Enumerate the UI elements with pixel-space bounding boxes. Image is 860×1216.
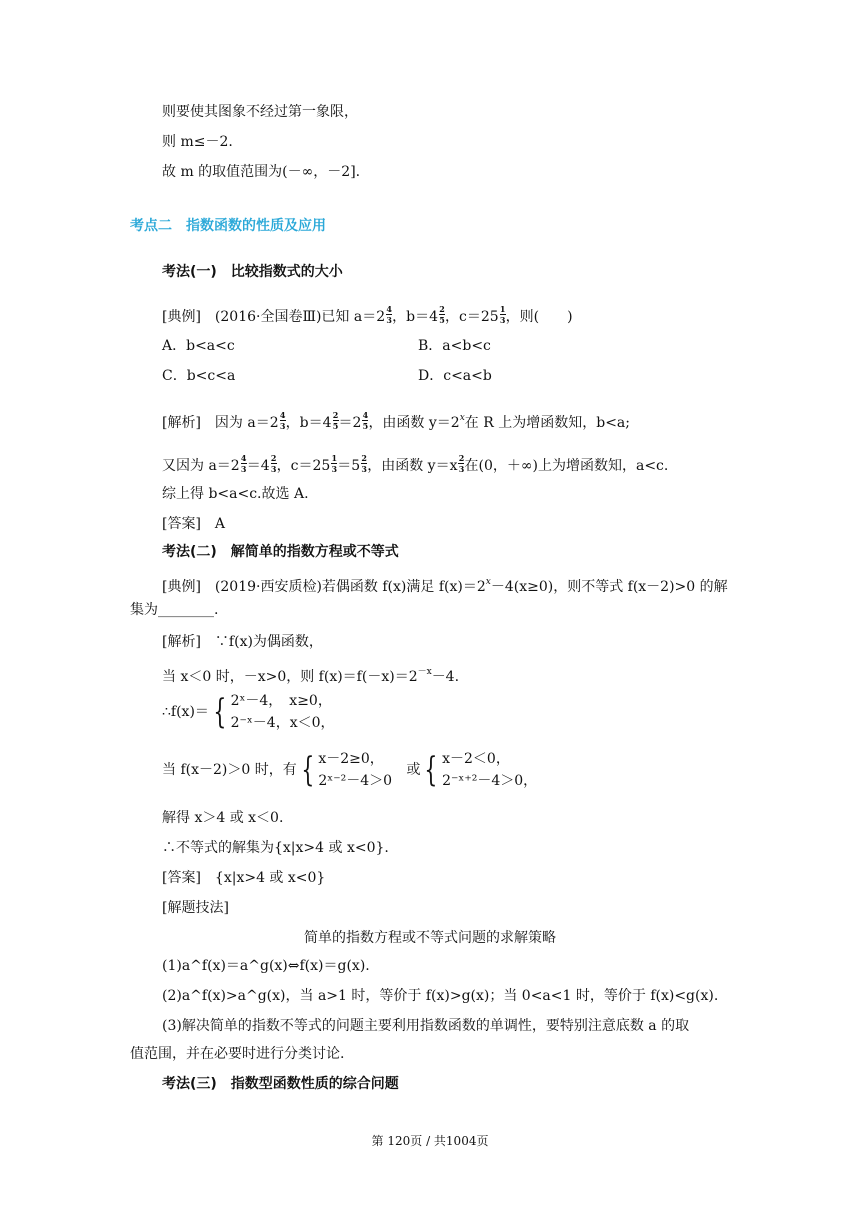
cases (442, 748, 537, 792)
example-line (162, 305, 573, 327)
analysis-line: 当 x＜0 时，－x>0，则 $f(x)=f(-x)=2^{-x}-4$. (162, 667, 460, 685)
option-b: B．a<b<c (418, 338, 491, 354)
analysis-line: [解析] 因为 a＝2 $\frac{4}{3}$ ，b＝4 $\frac{2}{5}$ ＝2 $\frac{4}{5}$ ，由函数 $y=2^x$在 R 上为增函数知，b<a; (162, 410, 630, 431)
fraction-1-3: $\frac{1}{3}$ (331, 453, 338, 474)
fraction-1-3: $\frac{1}{3}$ (499, 304, 506, 325)
page-footer: 第 120页 / 共1004页 (371, 1134, 489, 1148)
analysis-line: ∴不等式的解集为{x|x>4 或 x<0}. (162, 840, 389, 856)
fraction-2-3: $\frac{2}{3}$ (270, 453, 277, 474)
technique-item: (2)a^f(x)>a^g(x)，当 a>1 时，等价于 f(x)>g(x)；当 0<a<1 时，等价于 f(x)<g(x). (162, 988, 719, 1004)
text: ＝5 (337, 458, 361, 474)
analysis-line: [解析] ∵f(x)为偶函数， (162, 634, 323, 650)
text: 又因为 a＝2 (162, 458, 240, 474)
cases (318, 748, 392, 792)
case-line: 2⁻ˣ－4，x＜0， (230, 715, 335, 731)
cases (231, 690, 335, 734)
technique-item: (3)解决简单的指数不等式的问题主要利用指数函数的单调性，要特别注意底数 a 的取 (162, 1018, 690, 1034)
fraction-2-5: $\frac{2}{5}$ (332, 410, 339, 431)
brace-icon: { (301, 750, 315, 790)
text: ∴f(x)＝ (162, 704, 209, 720)
text: －4. (431, 669, 460, 685)
text-line: 则要使其图象不经过第一象限， (162, 104, 358, 120)
option-a: A．b<a<c (162, 338, 235, 354)
text: 在(0，＋∞)上为增函数知，a<c. (464, 458, 669, 474)
technique-title: 简单的指数方程或不等式问题的求解策略 (304, 930, 556, 946)
text-line: 综上得 b<a<c.故选 A. (162, 486, 309, 502)
fraction-4-3: $\frac{4}{3}$ (386, 304, 392, 325)
text: ，b＝4 (285, 415, 332, 431)
text: ，则( ) (505, 309, 573, 325)
brace-icon: { (213, 692, 227, 732)
answer-line: [答案] A (162, 516, 226, 532)
fraction-4-3: $\frac{4}{3}$ (279, 410, 286, 431)
text-line: 故 m 的取值范围为(－∞，－2]. (162, 164, 361, 180)
text: [典例] (2016·全国卷Ⅲ)已知 a＝2 (162, 309, 386, 325)
technique-item: 值范围，并在必要时进行分类讨论. (130, 1046, 345, 1062)
fraction-2-3: $\frac{2}{3}$ (458, 453, 465, 474)
text: －4(x≥0)，则不等式 f(x－2)>0 的解 (490, 579, 728, 595)
technique-item: (1)a^f(x)＝a^g(x)⇔f(x)＝g(x). (162, 958, 370, 974)
analysis-line (162, 454, 668, 476)
case-line: 2ˣ⁻²－4＞0 (318, 773, 393, 789)
case-line: x－2≥0， (318, 751, 384, 767)
method-heading: 考法(三) 指数型函数性质的综合问题 (162, 1076, 399, 1092)
text: ，b＝4 (392, 309, 439, 325)
method-heading: 考法(二) 解简单的指数方程或不等式 (162, 544, 399, 560)
text: 当 f(x－2)＞0 时，有 (162, 762, 297, 778)
text: ＝2 (338, 415, 362, 431)
text: [典例] (2019·西安质检)若偶函数 f(x)满足 f(x)＝2 (162, 579, 486, 595)
case-line: 2ˣ－4， x≥0， (230, 693, 332, 709)
text: ，由函数 y＝x (367, 458, 458, 474)
text: ，由函数 y＝2 (368, 415, 460, 431)
fraction-4-3: $\frac{4}{3}$ (240, 453, 247, 474)
example-line: [典例] (2019·西安质检)若偶函数 f(x)满足 $f(x)=2^x-4(x\ge 0)$，则不等式 f(x－2)>0 的解 (162, 577, 728, 595)
text: ，c＝25 (276, 458, 331, 474)
option-c: C．b<c<a (162, 368, 236, 384)
technique-label: [解题技法] (162, 900, 229, 916)
text: 在 R 上为增函数知，b<a; (464, 415, 630, 431)
fraction-2-5: $\frac{2}{5}$ (439, 304, 445, 325)
fraction-2-3: $\frac{2}{3}$ (361, 453, 367, 474)
text: 当 x＜0 时，－x>0，则 f(x)＝f(－x)＝2 (162, 669, 418, 685)
answer-line: [答案] {x|x>4 或 x<0} (162, 870, 326, 886)
option-d: D．c<a<b (418, 368, 492, 384)
text-line: 集为________. (130, 602, 219, 618)
case-line: 2⁻ˣ⁺²－4＞0， (442, 773, 538, 789)
case-line: x－2＜0， (442, 751, 510, 767)
piecewise-definition (162, 690, 335, 734)
text: ＝4 (246, 458, 270, 474)
text: ，c＝25 (445, 309, 499, 325)
method-heading: 考法(一) 比较指数式的大小 (162, 264, 343, 280)
analysis-line: 解得 x＞4 或 x＜0. (162, 810, 284, 826)
condition-system (162, 748, 537, 792)
text: 或 (406, 762, 421, 778)
text-line: 则 m≤－2. (162, 134, 233, 150)
brace-icon: { (424, 750, 438, 790)
fraction-4-5: $\frac{4}{5}$ (362, 410, 369, 431)
section-title: 考点二 指数函数的性质及应用 (130, 218, 326, 234)
text: [解析] 因为 a＝2 (162, 415, 279, 431)
